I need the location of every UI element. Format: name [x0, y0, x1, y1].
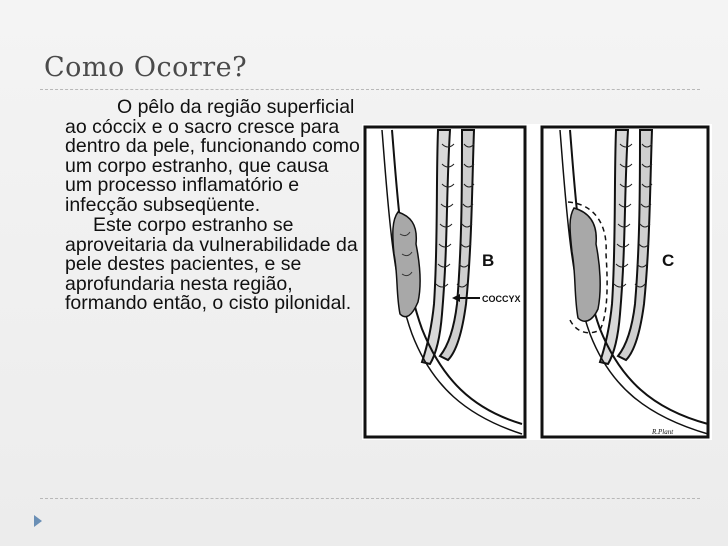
- coccyx-label: COCCYX: [482, 294, 521, 304]
- paragraph-2: Este corpo estranho se aproveitaria da vulnerabilidade da pele destes pacientes, e se aprofundaria nesta região, formando então, o cisto pilonidal.: [65, 214, 358, 314]
- anatomy-illustration: [362, 124, 712, 440]
- footer-divider: [40, 498, 700, 499]
- panel-b-label: B: [482, 251, 495, 270]
- panel-c: [542, 127, 708, 437]
- panel-c-label: C: [662, 251, 675, 270]
- illustration-svg: [362, 124, 712, 440]
- paragraph-1: O pêlo da região superficial ao cóccix e o sacro cresce para dentro da pele, funcionando como um corpo estranho, que causa um processo inflamatório e infecção subseqüente.: [65, 96, 360, 216]
- title-divider: [40, 89, 700, 90]
- illustrator-signature: R.Plant: [652, 428, 674, 436]
- panel-b: [365, 127, 525, 437]
- body-text: [65, 98, 360, 314]
- slide-title: Como Ocorre?: [44, 52, 248, 83]
- triangle-arrow-icon: [34, 515, 42, 527]
